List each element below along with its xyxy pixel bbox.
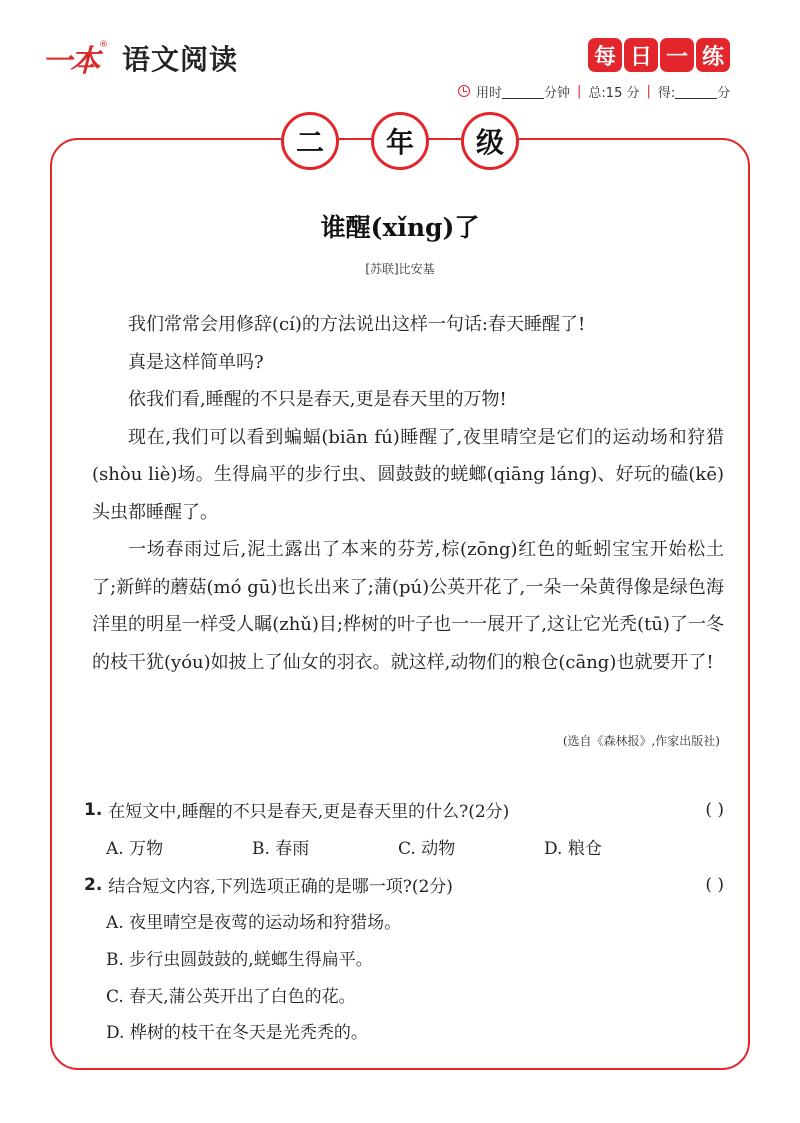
daily-practice-badge <box>588 38 730 72</box>
registered-mark: ® <box>99 40 108 50</box>
paragraph: 现在,我们可以看到蝙蝠(biān fú)睡醒了,夜里晴空是它们的运动场和狩猎(shòu liè)场。生得扁平的步行虫、圆鼓鼓的蜣螂(qiāng láng)、好玩的磕(kē)头虫都睡醒了。 <box>92 426 724 523</box>
grade-char: 级 <box>461 112 519 170</box>
option[interactable]: D. 粮仓 <box>544 839 602 859</box>
daily-char: 日 <box>624 38 658 72</box>
article-title: 谁醒(xǐng)了 <box>320 213 480 242</box>
question-1-options <box>106 834 706 859</box>
score-label: 得: <box>657 85 676 101</box>
daily-char: 每 <box>588 38 622 72</box>
question-text: 结合短文内容,下列选项正确的是哪一项?(2分) <box>108 877 453 897</box>
time-label: 用时 <box>476 85 503 101</box>
question-2 <box>84 872 724 897</box>
brand-mark: 一本 <box>42 44 98 79</box>
article-passage <box>92 306 724 681</box>
divider: | <box>577 83 582 99</box>
option[interactable]: D. 桦树的枝干在冬天是光秃秃的。 <box>106 1023 368 1043</box>
time-unit: 分钟 <box>544 85 571 101</box>
question-number: 1. <box>84 799 103 820</box>
answer-blank[interactable]: ( ) <box>705 874 724 895</box>
clock-icon <box>458 85 470 97</box>
article-source: (选自《森林报》,作家出版社) <box>562 734 720 748</box>
score-blank[interactable] <box>675 84 717 99</box>
brand-logo <box>42 38 238 78</box>
grade-char: 二 <box>281 112 339 170</box>
option[interactable]: C. 春天,蒲公英开出了白色的花。 <box>106 987 356 1007</box>
paragraph: 真是这样简单吗? <box>128 351 264 373</box>
daily-char: 练 <box>696 38 730 72</box>
time-blank[interactable] <box>502 84 544 99</box>
daily-char: 一 <box>660 38 694 72</box>
paragraph: 我们常常会用修辞(cí)的方法说出这样一句话:春天睡醒了! <box>128 314 586 335</box>
question-1 <box>84 797 724 822</box>
paragraph: 依我们看,睡醒的不只是春天,更是春天里的万物! <box>128 389 507 410</box>
option[interactable]: A. 万物 <box>106 839 164 859</box>
option[interactable]: A. 夜里晴空是夜莺的运动场和狩猎场。 <box>106 913 402 933</box>
question-text: 在短文中,睡醒的不只是春天,更是春天里的什么?(2分) <box>108 802 510 822</box>
question-number: 2. <box>84 874 103 895</box>
score-stats <box>458 80 730 102</box>
total-score: 总:15 分 <box>588 85 640 101</box>
score-unit: 分 <box>717 85 731 101</box>
grade-label <box>0 112 800 170</box>
option[interactable]: C. 动物 <box>398 839 456 859</box>
answer-blank[interactable]: ( ) <box>705 799 724 820</box>
divider: | <box>646 83 651 99</box>
brand-title: 语文阅读 <box>122 43 239 76</box>
article-author: [苏联]比安基 <box>365 262 435 276</box>
grade-char: 年 <box>371 112 429 170</box>
option[interactable]: B. 春雨 <box>252 839 310 859</box>
paragraph: 一场春雨过后,泥土露出了本来的芬芳,棕(zōng)红色的蚯蚓宝宝开始松土了;新鲜的蘑菇(mó gū)也长出来了;蒲(pú)公英开花了,一朵一朵黄得像是绿色海洋里的明星一样受人瞩(zhǔ)目;桦树的叶子也一一展开了,这让它光秃(tū)了一冬的枝干犹(yóu)如披上了仙女的羽衣。就这样,动物们的粮仓(cāng)也就要开了! <box>92 539 724 673</box>
option[interactable]: B. 步行虫圆鼓鼓的,蜣螂生得扁平。 <box>106 950 373 970</box>
